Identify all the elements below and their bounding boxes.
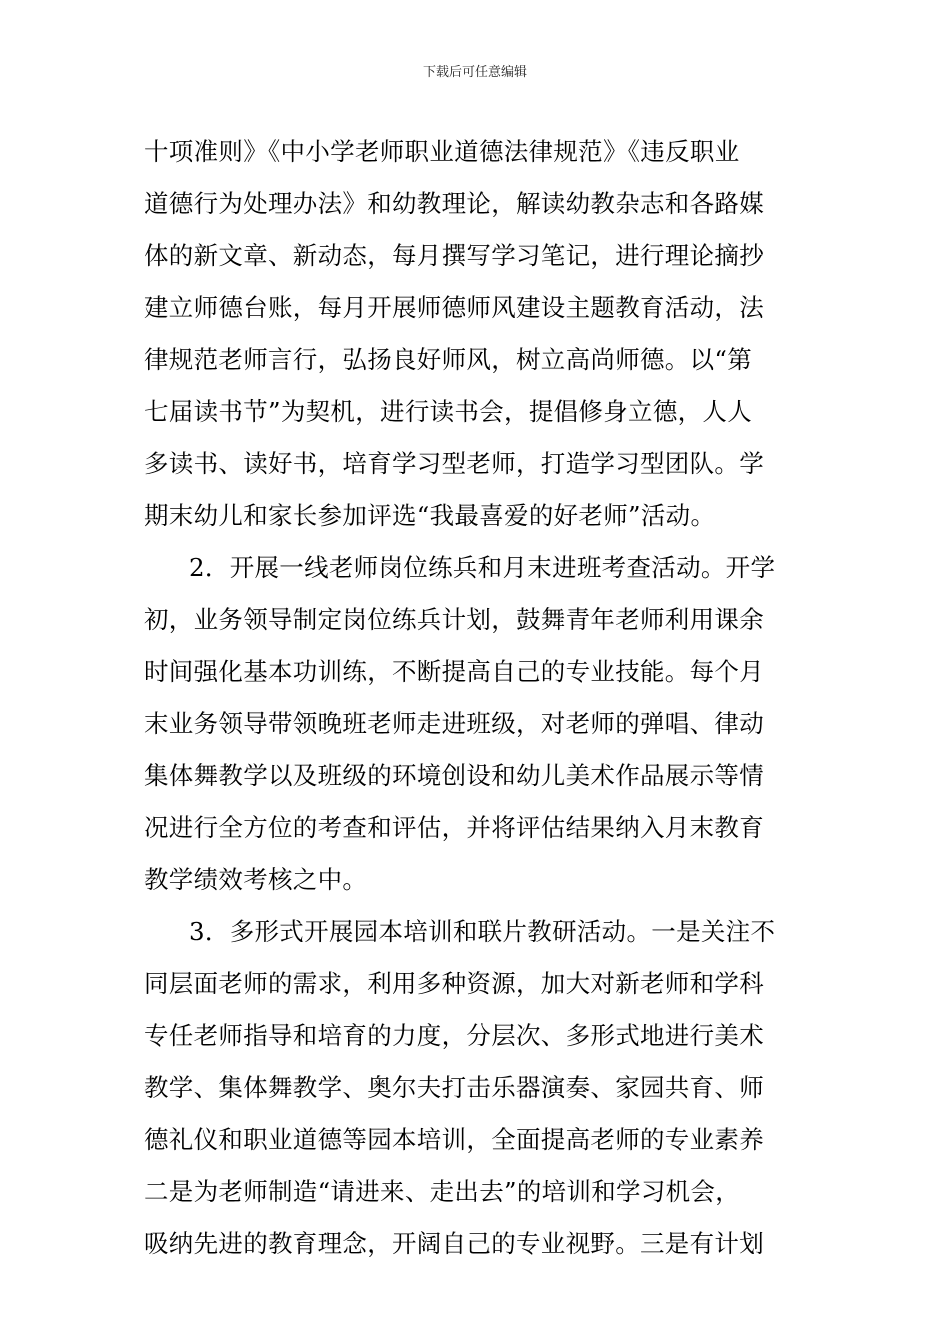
text-line: 十项准则》《中小学老师职业道德法律规范》《违反职业 xyxy=(144,137,740,166)
text-line: 教学绩效考核之中。 xyxy=(144,865,368,894)
text-line: 期末幼儿和家长参加评选“我最喜爱的好老师”活动。 xyxy=(144,501,716,530)
document-body xyxy=(144,126,814,1270)
text-line: 多读书、读好书，培育学习型老师，打造学习型团队。学 xyxy=(144,449,764,478)
text-line: 体的新文章、新动态，每月撰写学习笔记，进行理论摘抄 xyxy=(144,241,764,270)
text-line: 二是为老师制造“请进来、走出去”的培训和学习机会， xyxy=(144,1177,741,1206)
text-line: 专任老师指导和培育的力度，分层次、多形式地进行美术 xyxy=(144,1021,764,1050)
text-line: 教学、集体舞教学、奥尔夫打击乐器演奏、家园共育、师 xyxy=(144,1073,764,1102)
text-line: 德礼仪和职业道德等园本培训，全面提高老师的专业素养 xyxy=(144,1125,764,1154)
text-line: 七届读书节”为契机，进行读书会，提倡修身立德，人人 xyxy=(144,397,753,426)
text-line: 时间强化基本功训练，不断提高自己的专业技能。每个月 xyxy=(144,657,764,686)
text-line: 建立师德台账，每月开展师德师风建设主题教育活动，法 xyxy=(144,293,764,322)
text-line: 律规范老师言行，弘扬良好师风，树立高尚师德。以“第 xyxy=(144,345,753,374)
paragraph-start-line: 2．开展一线老师岗位练兵和月末进班考查活动。开学 xyxy=(189,553,776,582)
text-line: 况进行全方位的考查和评估，并将评估结果纳入月末教育 xyxy=(144,813,764,842)
text-line: 集体舞教学以及班级的环境创设和幼儿美术作品展示等情 xyxy=(144,761,764,790)
text-line: 道德行为处理办法》和幼教理论，解读幼教杂志和各路媒 xyxy=(144,189,764,218)
paragraph-start-line: 3．多形式开展园本培训和联片教研活动。一是关注不 xyxy=(189,917,776,946)
text-line: 末业务领导带领晚班老师走进班级，对老师的弹唱、律动 xyxy=(144,709,764,738)
page-header: 下载后可任意编辑 xyxy=(422,65,527,80)
text-line: 同层面老师的需求，利用多种资源，加大对新老师和学科 xyxy=(144,969,764,998)
text-line: 吸纳先进的教育理念，开阔自己的专业视野。三是有计划 xyxy=(144,1229,764,1258)
text-line: 初，业务领导制定岗位练兵计划，鼓舞青年老师利用课余 xyxy=(144,605,764,634)
